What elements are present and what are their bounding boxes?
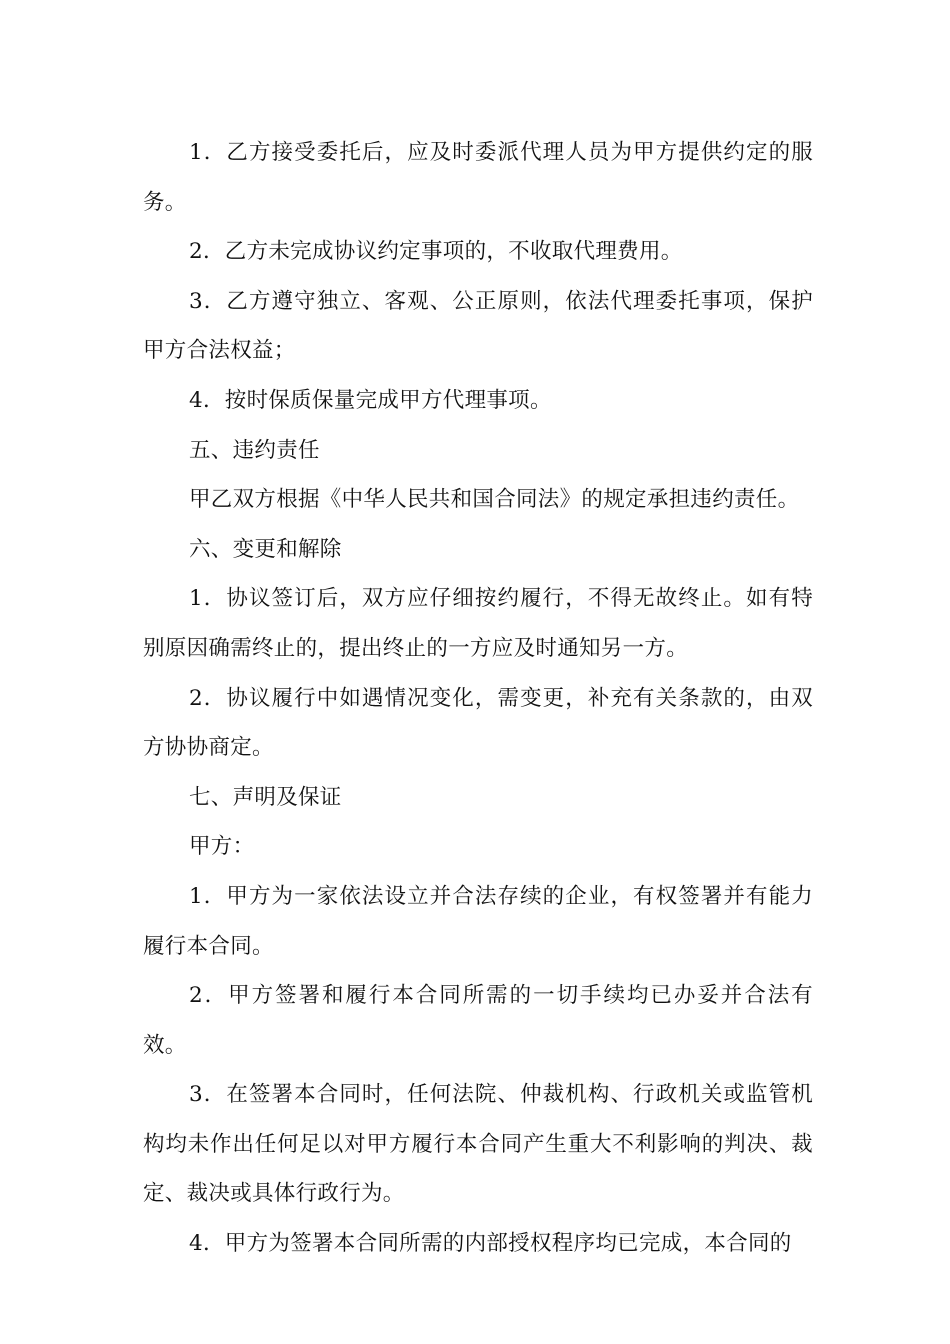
- document-body: [143, 128, 813, 1269]
- paragraph-breach-liability: 甲乙双方根据《中华人民共和国合同法》的规定承担违约责任。: [189, 487, 800, 513]
- paragraph-warranty-1: 1．甲方为一家依法设立并合法存续的企业，有权签署并有能力履行本合同。: [143, 883, 813, 959]
- paragraph-warranty-3: 3．在签署本合同时，任何法院、仲裁机构、行政机关或监管机构均未作出任何足以对甲方履行本合同产生重大不利影响的判决、裁定、裁决或具体行政行为。: [143, 1082, 813, 1207]
- section-heading-change-termination: 六、变更和解除: [189, 536, 342, 562]
- paragraph-clause-3: 3．乙方遵守独立、客观、公正原则，依法代理委托事项，保护甲方合法权益；: [143, 288, 813, 364]
- paragraph-clause-2: 2．乙方未完成协议约定事项的，不收取代理费用。: [189, 239, 683, 265]
- paragraph-warranty-2: 2．甲方签署和履行本合同所需的一切手续均已办妥并合法有效。: [143, 983, 813, 1058]
- paragraph-warranty-4: 4．甲方为签署本合同所需的内部授权程序均已完成，本合同的: [189, 1231, 792, 1257]
- section-heading-breach-liability: 五、违约责任: [189, 437, 320, 463]
- party-a-label: 甲方：: [189, 834, 255, 860]
- paragraph-clause-1: 1．乙方接受委托后，应及时委派代理人员为甲方提供约定的服务。: [143, 140, 813, 215]
- paragraph-change-2: 2．协议履行中如遇情况变化，需变更，补充有关条款的，由双方协协商定。: [143, 685, 813, 761]
- section-heading-representations: 七、声明及保证: [189, 784, 342, 810]
- paragraph-clause-4: 4．按时保质保量完成甲方代理事项。: [189, 387, 552, 413]
- paragraph-change-1: 1．协议签订后，双方应仔细按约履行，不得无故终止。如有特别原因确需终止的，提出终止的一方应及时通知另一方。: [143, 586, 813, 661]
